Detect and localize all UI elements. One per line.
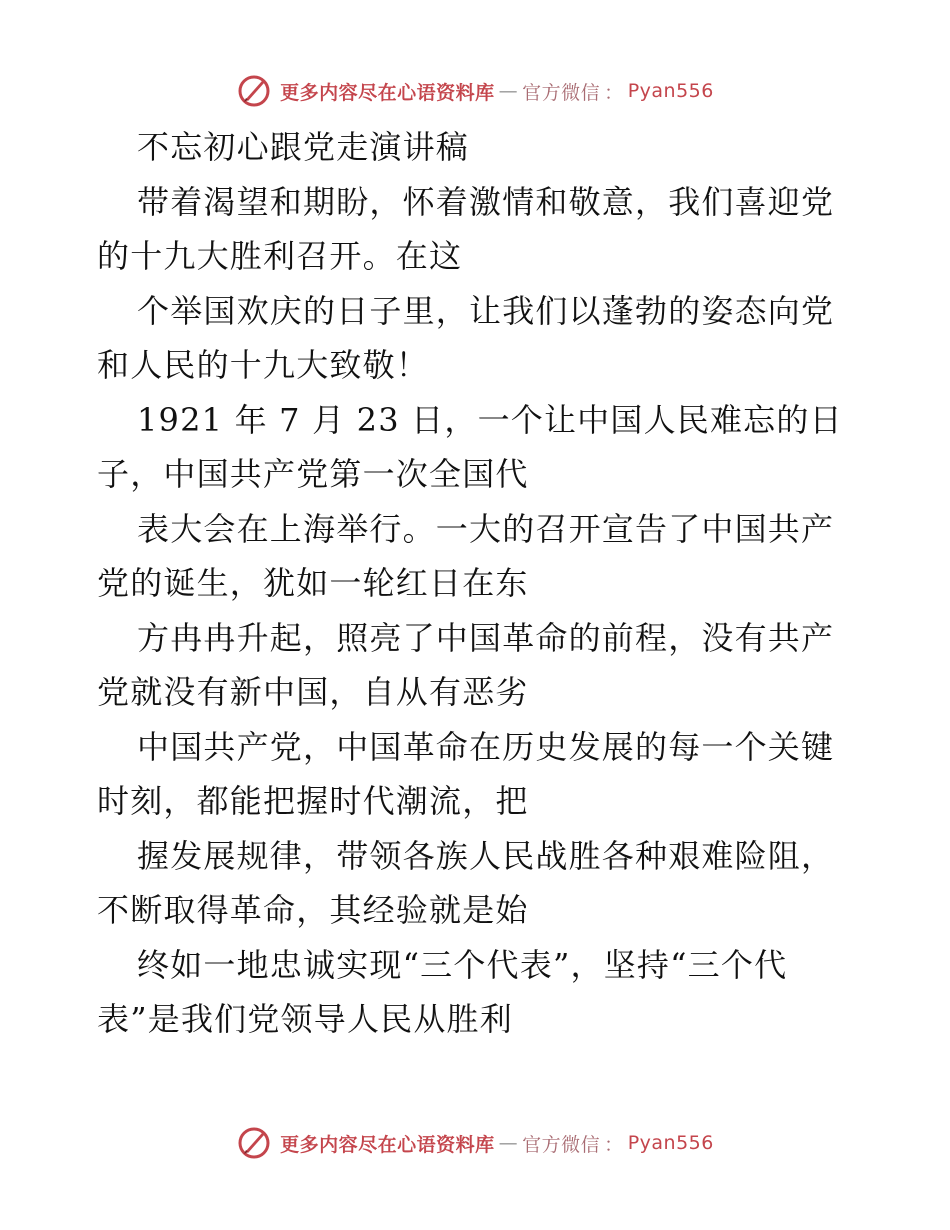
watermark-separator: — <box>498 1132 519 1154</box>
watermark-colon: ： <box>604 1133 624 1156</box>
paragraph-line: 子，中国共产党第一次全国代 <box>97 455 529 493</box>
watermark-label: 官方微信 <box>522 1133 601 1156</box>
watermark-wechat-id: Pyan556 <box>627 80 714 102</box>
paragraph-line: 的十九大胜利召开。在这 <box>97 237 463 275</box>
paragraph-line: 带着渴望和期盼，怀着激情和敬意，我们喜迎党 <box>137 182 835 221</box>
watermark-colon: ： <box>604 81 624 104</box>
paragraph-line: 方冉冉升起，照亮了中国革命的前程，没有共产 <box>137 618 835 657</box>
paragraph-line: 党就没有新中国，自从有恶劣 <box>97 673 529 711</box>
paragraph-line: 中国共产党，中国革命在历史发展的每一个关键 <box>137 727 835 766</box>
document-body <box>97 120 857 1047</box>
paragraph-line: 和人民的十九大致敬！ <box>97 346 430 384</box>
paragraph-line: 表”是我们党领导人民从胜利 <box>97 1000 513 1038</box>
paragraph-line: 终如一地忠诚实现“三个代表”，坚持“三个代 <box>137 945 788 984</box>
paragraph-line: 握发展规律，带领各族人民战胜各种艰难险阻， <box>137 836 835 875</box>
document-title: 不忘初心跟党走演讲稿 <box>137 128 470 166</box>
paragraph-line: 个举国欢庆的日子里，让我们以蓬勃的姿态向党 <box>137 291 835 330</box>
paragraph-line: 1921 年 7 月 23 日，一个让中国人民难忘的日 <box>137 400 843 439</box>
paragraph-line: 党的诞生，犹如一轮红日在东 <box>97 564 529 602</box>
watermark-label: 官方微信 <box>522 81 601 104</box>
quill-pen-logo-icon <box>236 1125 272 1161</box>
paragraph-line: 时刻，都能把握时代潮流，把 <box>97 782 529 820</box>
watermark-separator: — <box>498 80 519 102</box>
quill-pen-logo-icon <box>236 73 272 109</box>
paragraph-line: 不断取得革命，其经验就是始 <box>97 891 529 929</box>
watermark-wechat-id: Pyan556 <box>627 1132 714 1154</box>
watermark-brand: 更多内容尽在心语资料库 <box>280 81 495 104</box>
footer-watermark <box>0 1125 950 1161</box>
header-watermark <box>0 73 950 109</box>
watermark-brand: 更多内容尽在心语资料库 <box>280 1133 495 1156</box>
paragraph-line: 表大会在上海举行。一大的召开宣告了中国共产 <box>137 509 835 548</box>
